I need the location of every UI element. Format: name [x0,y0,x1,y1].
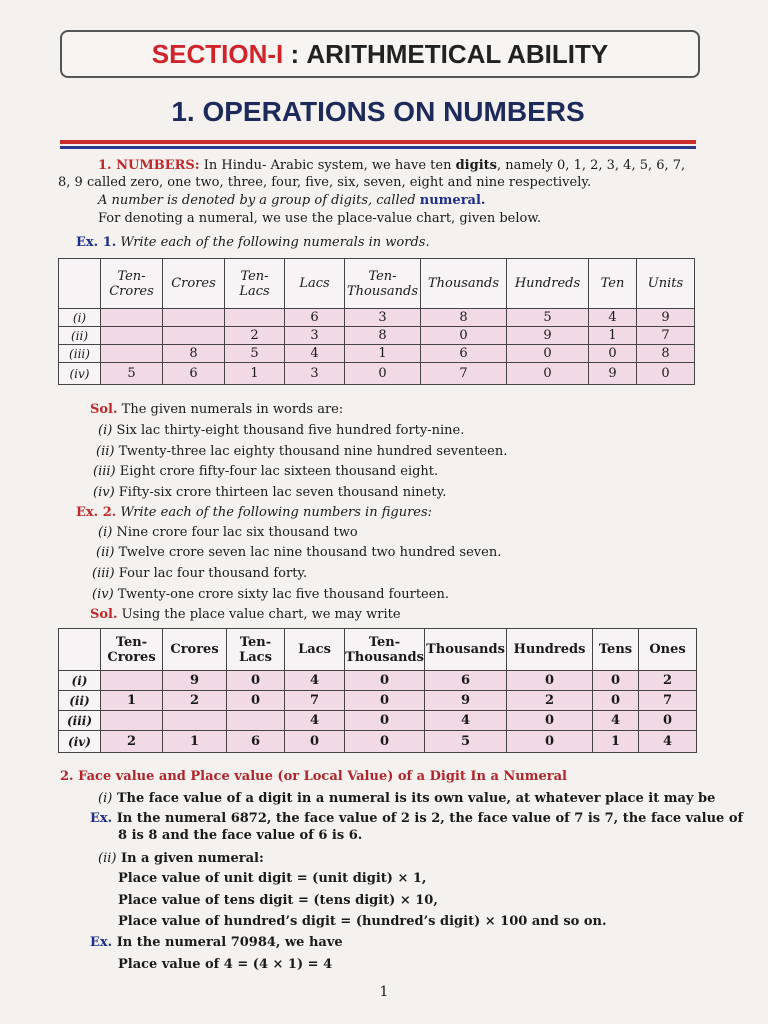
page-number: 1 [379,984,389,1000]
table-cell: 7 [421,363,507,385]
list-item [93,485,446,501]
table-row [59,327,695,345]
face-value-def [98,791,715,807]
table-cell: 2 [639,671,697,691]
chapter-title: 1. OPERATIONS ON NUMBERS [171,96,585,127]
table-cell: 2 [225,327,285,345]
column-header: Ten- Crores [101,629,163,671]
digits-word: digits [455,158,497,173]
table-cell: 6 [227,731,285,753]
table-cell: 4 [425,711,507,731]
table-cell: 7 [639,691,697,711]
table-cell: 2 [101,731,163,753]
table-cell: 0 [285,731,345,753]
column-header: Thousands [425,629,507,671]
table-cell: 0 [593,671,639,691]
row-label: (iii) [59,345,101,363]
intro-text-1a: In Hindu- Arabic system, we have ten [199,158,456,173]
table-cell [101,327,163,345]
title-rule-red [60,140,696,144]
face-value-example [90,811,743,827]
item-number: (ii) [98,851,117,866]
table-row [59,363,695,385]
column-header: Crores [163,629,227,671]
column-header: Ten [589,259,637,309]
table-cell: 9 [589,363,637,385]
item-number: (iv) [92,587,114,602]
table-cell: 4 [285,671,345,691]
table-cell: 2 [163,691,227,711]
table-cell [101,309,163,327]
table-cell [163,711,227,731]
list-item [98,423,464,439]
numbers-intro-line3 [98,193,485,209]
intro-text-1b: , namely 0, 1, 2, 3, 4, 5, 6, 7, [496,158,686,173]
place-value-rule-2: Place value of tens digit = (tens digit) × 10, [118,893,438,908]
table-cell: 1 [345,345,421,363]
column-header: Ten- Lacs [227,629,285,671]
section-heading [60,30,700,78]
item-number: (i) [98,791,113,806]
table-cell: 8 [421,309,507,327]
solution-2 [90,607,401,623]
table-cell: 0 [345,363,421,385]
row-label: (iv) [59,363,101,385]
column-header: Thousands [421,259,507,309]
item-text: In a given numeral: [116,851,264,866]
item-number: (i) [98,525,113,540]
table-cell: 4 [593,711,639,731]
item-number: (iii) [92,566,115,581]
example-text: In the numeral 6872, the face value of 2 is 2, the face value of 7 is 7, the face value of [112,811,744,826]
section-title: ARITHMETICAL ABILITY [306,38,609,69]
column-header: Crores [163,259,225,309]
table-cell: 3 [285,363,345,385]
table-cell [163,309,225,327]
table-cell: 5 [507,309,589,327]
item-text: Fifty-six crore thirteen lac seven thousand ninety. [114,485,447,500]
table-row [59,691,697,711]
table-cell: 0 [345,711,425,731]
table-cell: 0 [507,363,589,385]
table-cell: 0 [421,327,507,345]
table-cell: 1 [163,731,227,753]
column-header: Ten- Thousands [345,259,421,309]
row-label: (i) [59,309,101,327]
list-item [92,587,449,603]
table-cell: 1 [593,731,639,753]
item-number: (ii) [96,545,115,560]
table-cell: 7 [637,327,695,345]
table-cell: 6 [421,345,507,363]
column-header: Ten- Thousands [345,629,425,671]
item-number: (iv) [93,485,115,500]
example-1-text: Write each of the following numerals in words. [116,235,430,250]
row-label: (ii) [59,691,101,711]
example-2 [76,505,432,521]
table-cell: 0 [637,363,695,385]
table-cell: 9 [637,309,695,327]
table-row [59,731,697,753]
place-value-table-1 [58,258,695,385]
table-cell: 9 [163,671,227,691]
table-cell [163,327,225,345]
example-label: Ex. [90,935,113,950]
table-cell: 4 [589,309,637,327]
table-cell: 6 [285,309,345,327]
list-item [96,545,501,561]
item-number: (i) [98,423,113,438]
table-header-row [59,629,697,671]
table-cell: 0 [589,345,637,363]
table-cell: 8 [345,327,421,345]
column-header: Hundreds [507,259,589,309]
example-1 [76,235,430,251]
numbers-intro-line2: 8, 9 called zero, one two, three, four, five, six, seven, eight and nine respectively. [58,175,592,190]
solution-1 [90,402,343,418]
intro-text-3a: A number is denoted by a group of digits, called [98,193,420,208]
example-2-text: Write each of the following numbers in figures: [116,505,433,520]
table-cell [225,309,285,327]
table-cell: 0 [345,731,425,753]
solution-1-text: The given numerals in words are: [117,402,344,417]
table-cell: 7 [285,691,345,711]
table-cell: 6 [163,363,225,385]
title-rule-blue [60,146,696,149]
numbers-intro-line4: For denoting a numeral, we use the place-value chart, given below. [98,211,542,226]
column-header: Ones [639,629,697,671]
table-cell [227,711,285,731]
item-text: The face value of a digit in a numeral is its own value, at whatever place it may be [112,791,716,806]
table-cell: 0 [345,691,425,711]
column-header: Ten- Crores [101,259,163,309]
table-cell: 1 [225,363,285,385]
item-number: (ii) [96,444,115,459]
table-row [59,671,697,691]
section-prefix: SECTION-I [151,38,284,69]
table-cell: 1 [101,691,163,711]
table-cell: 0 [227,671,285,691]
example-label: Ex. [90,811,113,826]
item-text: Six lac thirty-eight thousand five hundred forty-nine. [112,423,465,438]
column-header: Lacs [285,259,345,309]
table-row [59,309,695,327]
item-text: Nine crore four lac six thousand two [112,525,358,540]
table-cell: 9 [425,691,507,711]
table-cell: 0 [227,691,285,711]
column-header: Ten- Lacs [225,259,285,309]
table-cell: 6 [425,671,507,691]
column-header [59,629,101,671]
table-cell: 5 [225,345,285,363]
table-cell: 4 [639,731,697,753]
table-cell: 0 [639,711,697,731]
column-header: Hundreds [507,629,593,671]
table-cell: 0 [507,671,593,691]
item-text: Twenty-three lac eighty thousand nine hundred seventeen. [114,444,508,459]
solution-2-text: Using the place value chart, we may write [117,607,401,622]
table-cell [101,671,163,691]
column-header [59,259,101,309]
example-1-label: Ex. 1. [76,235,117,250]
row-label: (iii) [59,711,101,731]
table-cell: 5 [425,731,507,753]
table-cell [101,345,163,363]
place-value-example [90,935,343,951]
example-text: In the numeral 70984, we have [112,935,343,950]
table-cell: 0 [593,691,639,711]
table-row [59,711,697,731]
face-value-heading: 2. Face value and Place value (or Local Value) of a Digit In a Numeral [60,769,567,784]
example-2-label: Ex. 2. [76,505,117,520]
table-header-row [59,259,695,309]
column-header: Units [637,259,695,309]
row-label: (i) [59,671,101,691]
place-value-table-2 [58,628,697,753]
table-cell [101,711,163,731]
place-value-rule-3: Place value of hundred’s digit = (hundred’s digit) × 100 and so on. [118,914,607,929]
table-cell: 0 [507,711,593,731]
item-text: Eight crore fifty-four lac sixteen thousand eight. [115,464,439,479]
place-value-def [98,851,264,867]
list-item [93,464,438,480]
item-text: Twenty-one crore sixty lac five thousand fourteen. [113,587,449,602]
table-cell: 1 [589,327,637,345]
column-header: Lacs [285,629,345,671]
item-number: (iii) [93,464,116,479]
table-cell: 4 [285,345,345,363]
section-separator: : [283,38,307,69]
numbers-intro-line1 [98,158,685,174]
column-header: Tens [593,629,639,671]
table-cell: 9 [507,327,589,345]
table-cell: 5 [101,363,163,385]
item-text: Twelve crore seven lac nine thousand two hundred seven. [114,545,502,560]
face-value-example-cont: 8 is 8 and the face value of 6 is 6. [118,828,363,843]
table-cell: 3 [285,327,345,345]
table-cell: 2 [507,691,593,711]
row-label: (ii) [59,327,101,345]
list-item [92,566,307,582]
solution-1-label: Sol. [90,402,118,417]
table-cell: 0 [507,731,593,753]
solution-2-label: Sol. [90,607,118,622]
table-cell: 3 [345,309,421,327]
table-cell: 0 [345,671,425,691]
table-cell: 8 [163,345,225,363]
list-item [96,444,507,460]
table-cell: 8 [637,345,695,363]
item-text: Four lac four thousand forty. [114,566,308,581]
list-item [98,525,358,541]
numeral-word: numeral. [419,193,486,208]
row-label: (iv) [59,731,101,753]
place-value-example-result: Place value of 4 = (4 × 1) = 4 [118,957,333,972]
table-cell: 0 [507,345,589,363]
numbers-label: 1. NUMBERS: [98,158,200,173]
table-row [59,345,695,363]
table-cell: 4 [285,711,345,731]
place-value-rule-1: Place value of unit digit = (unit digit) × 1, [118,871,427,886]
